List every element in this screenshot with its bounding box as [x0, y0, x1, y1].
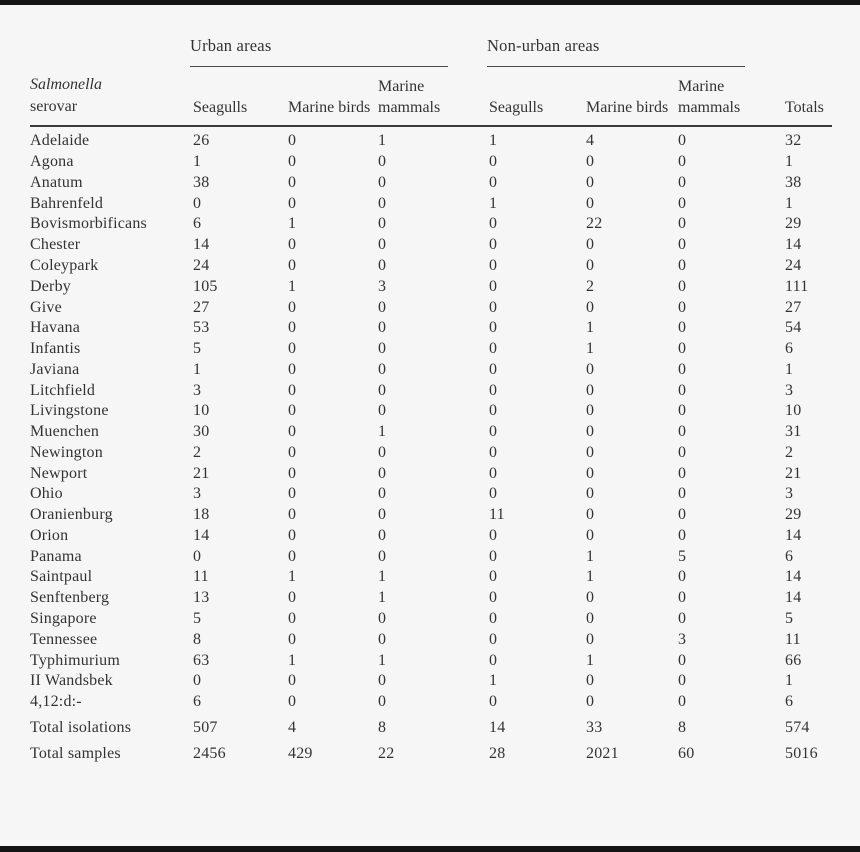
table-row — [0, 401, 860, 422]
count-cell: 5 — [678, 547, 687, 565]
table-row — [0, 505, 860, 526]
count-cell: 0 — [586, 402, 595, 420]
count-cell: 1 — [193, 153, 202, 171]
count-cell: 0 — [288, 547, 297, 565]
count-cell: 5016 — [785, 744, 818, 762]
count-cell: 0 — [586, 672, 595, 690]
serovar-label: Senftenberg — [30, 589, 110, 607]
count-cell: 0 — [378, 485, 387, 503]
count-cell: 30 — [193, 423, 210, 441]
count-cell: 0 — [586, 589, 595, 607]
count-cell: 1 — [378, 132, 387, 150]
count-cell: 0 — [678, 215, 687, 233]
group-rule-nonurban — [487, 66, 745, 67]
count-cell: 0 — [489, 236, 498, 254]
serovar-label: Litchfield — [30, 381, 96, 399]
serovar-label: Bahrenfeld — [30, 194, 104, 212]
count-cell: 0 — [678, 173, 687, 191]
count-cell: 0 — [489, 630, 498, 648]
count-cell: 0 — [378, 464, 387, 482]
count-cell: 0 — [489, 568, 498, 586]
count-cell: 28 — [489, 744, 506, 762]
serovar-label: Infantis — [30, 340, 81, 358]
count-cell: 1 — [785, 672, 794, 690]
count-cell: 3 — [785, 381, 794, 399]
count-cell: 429 — [288, 744, 313, 762]
count-cell: 0 — [489, 381, 498, 399]
count-cell: 0 — [678, 256, 687, 274]
count-cell: 1 — [489, 672, 498, 690]
count-cell: 0 — [489, 340, 498, 358]
count-cell: 0 — [378, 526, 387, 544]
count-cell: 0 — [678, 589, 687, 607]
serovar-label: Saintpaul — [30, 568, 93, 586]
col-header-nonurban-seagulls: Seagulls — [489, 99, 544, 116]
serovar-label: Agona — [30, 153, 74, 171]
count-cell: 0 — [489, 651, 498, 669]
count-cell: 0 — [378, 506, 387, 524]
count-cell: 0 — [678, 485, 687, 503]
count-cell: 5 — [785, 609, 794, 627]
count-cell: 4 — [288, 718, 297, 736]
count-cell: 14 — [193, 236, 210, 254]
count-cell: 14 — [785, 568, 802, 586]
count-cell: 0 — [378, 381, 387, 399]
count-cell: 0 — [288, 340, 297, 358]
count-cell: 38 — [785, 173, 802, 191]
serovar-label: Adelaide — [30, 132, 90, 150]
row-header-serovar — [30, 74, 102, 118]
count-cell: 3 — [378, 277, 387, 295]
header-rule — [30, 125, 832, 127]
count-cell: 0 — [678, 443, 687, 461]
count-cell: 5 — [193, 340, 202, 358]
count-cell: 1 — [288, 568, 297, 586]
group-header-nonurban: Non-urban areas — [487, 36, 600, 55]
count-cell: 0 — [586, 173, 595, 191]
table-row — [0, 692, 860, 713]
count-cell: 6 — [785, 547, 794, 565]
count-cell: 0 — [678, 277, 687, 295]
count-cell: 8 — [378, 718, 387, 736]
count-cell: 1 — [288, 651, 297, 669]
count-cell: 1 — [193, 360, 202, 378]
count-cell: 0 — [193, 194, 202, 212]
count-cell: 0 — [489, 402, 498, 420]
count-cell: 0 — [678, 693, 687, 711]
count-cell: 2021 — [586, 744, 619, 762]
count-cell: 11 — [785, 630, 801, 648]
col-header-urban-marine-mammals: Marine mammals — [378, 78, 441, 116]
col-header-nonurban-marine-birds: Marine birds — [586, 99, 669, 116]
count-cell: 24 — [785, 256, 802, 274]
table-row — [0, 526, 860, 547]
count-cell: 0 — [378, 443, 387, 461]
count-cell: 4 — [586, 132, 595, 150]
count-cell: 0 — [489, 153, 498, 171]
count-cell: 1 — [378, 568, 387, 586]
count-cell: 0 — [489, 443, 498, 461]
count-cell: 10 — [193, 402, 210, 420]
count-cell: 0 — [678, 651, 687, 669]
count-cell: 1 — [785, 153, 794, 171]
table-row — [0, 717, 860, 738]
count-cell: 0 — [489, 589, 498, 607]
count-cell: 0 — [678, 402, 687, 420]
count-cell: 0 — [489, 485, 498, 503]
table-row — [0, 339, 860, 360]
table-row — [0, 422, 860, 443]
serovar-label: Give — [30, 298, 62, 316]
count-cell: 1 — [586, 568, 595, 586]
count-cell: 0 — [288, 693, 297, 711]
serovar-label: Muenchen — [30, 423, 100, 441]
count-cell: 0 — [678, 526, 687, 544]
count-cell: 24 — [193, 256, 210, 274]
count-cell: 0 — [489, 277, 498, 295]
count-cell: 21 — [193, 464, 210, 482]
count-cell: 0 — [586, 630, 595, 648]
count-cell: 0 — [489, 693, 498, 711]
count-cell: 32 — [785, 132, 802, 150]
count-cell: 0 — [378, 298, 387, 316]
group-header-urban: Urban areas — [190, 36, 272, 55]
serovar-label: Coleypark — [30, 256, 99, 274]
count-cell: 0 — [678, 568, 687, 586]
count-cell: 10 — [785, 402, 802, 420]
count-cell: 0 — [288, 256, 297, 274]
count-cell: 0 — [288, 298, 297, 316]
count-cell: 0 — [586, 423, 595, 441]
table-row — [0, 276, 860, 297]
table-row — [0, 567, 860, 588]
count-cell: 0 — [586, 153, 595, 171]
count-cell: 0 — [288, 526, 297, 544]
serovar-label: 4,12:d:- — [30, 693, 82, 711]
count-cell: 1 — [378, 423, 387, 441]
count-cell: 0 — [489, 423, 498, 441]
table-row — [0, 297, 860, 318]
count-cell: 0 — [586, 485, 595, 503]
count-cell: 0 — [586, 298, 595, 316]
count-cell: 0 — [288, 173, 297, 191]
serovar-label: Tennessee — [30, 630, 98, 648]
table-row — [0, 463, 860, 484]
count-cell: 0 — [378, 547, 387, 565]
count-cell: 0 — [489, 609, 498, 627]
count-cell: 574 — [785, 718, 810, 736]
table-row — [0, 546, 860, 567]
summary-label: Total samples — [30, 744, 121, 762]
table-row — [0, 650, 860, 671]
count-cell: 0 — [678, 153, 687, 171]
table-row — [0, 380, 860, 401]
count-cell: 29 — [785, 215, 802, 233]
count-cell: 14 — [489, 718, 506, 736]
serovar-label: Bovismorbificans — [30, 215, 147, 233]
count-cell: 0 — [288, 132, 297, 150]
count-cell: 13 — [193, 589, 210, 607]
table-row — [0, 173, 860, 194]
count-cell: 2 — [193, 443, 202, 461]
count-cell: 11 — [489, 506, 505, 524]
serovar-label: Anatum — [30, 173, 83, 191]
count-cell: 14 — [785, 236, 802, 254]
row-header-line1: Salmonella — [30, 76, 102, 93]
count-cell: 0 — [288, 360, 297, 378]
count-cell: 0 — [678, 381, 687, 399]
count-cell: 1 — [586, 319, 595, 337]
count-cell: 0 — [586, 360, 595, 378]
table-row — [0, 131, 860, 152]
count-cell: 14 — [785, 589, 802, 607]
count-cell: 63 — [193, 651, 210, 669]
count-cell: 0 — [288, 506, 297, 524]
count-cell: 5 — [193, 609, 202, 627]
count-cell: 2 — [785, 443, 794, 461]
count-cell: 0 — [586, 194, 595, 212]
count-cell: 22 — [378, 744, 395, 762]
count-cell: 0 — [378, 609, 387, 627]
serovar-label: Derby — [30, 277, 71, 295]
count-cell: 3 — [193, 485, 202, 503]
count-cell: 0 — [288, 443, 297, 461]
count-cell: 1 — [489, 132, 498, 150]
count-cell: 0 — [378, 173, 387, 191]
count-cell: 0 — [288, 381, 297, 399]
count-cell: 0 — [288, 589, 297, 607]
col-header-nonurban-marine-mammals: Marine mammals — [678, 78, 741, 116]
count-cell: 0 — [378, 256, 387, 274]
count-cell: 3 — [785, 485, 794, 503]
table-row — [0, 629, 860, 650]
count-cell: 0 — [678, 506, 687, 524]
count-cell: 0 — [489, 360, 498, 378]
count-cell: 1 — [288, 277, 297, 295]
count-cell: 2456 — [193, 744, 226, 762]
table-row — [0, 214, 860, 235]
count-cell: 105 — [193, 277, 218, 295]
count-cell: 14 — [785, 526, 802, 544]
count-cell: 3 — [193, 381, 202, 399]
count-cell: 0 — [378, 693, 387, 711]
count-cell: 60 — [678, 744, 695, 762]
count-cell: 0 — [489, 319, 498, 337]
serovar-label: Orion — [30, 526, 69, 544]
count-cell: 0 — [586, 443, 595, 461]
count-cell: 29 — [785, 506, 802, 524]
count-cell: 0 — [378, 194, 387, 212]
count-cell: 31 — [785, 423, 802, 441]
table-row — [0, 256, 860, 277]
count-cell: 6 — [193, 693, 202, 711]
serovar-label: Chester — [30, 236, 81, 254]
count-cell: 0 — [288, 402, 297, 420]
count-cell: 14 — [193, 526, 210, 544]
count-cell: 0 — [288, 485, 297, 503]
serovar-label: Javiana — [30, 360, 80, 378]
count-cell: 0 — [378, 236, 387, 254]
count-cell: 0 — [378, 630, 387, 648]
count-cell: 0 — [678, 319, 687, 337]
count-cell: 0 — [586, 256, 595, 274]
serovar-label: Panama — [30, 547, 82, 565]
count-cell: 0 — [378, 340, 387, 358]
count-cell: 507 — [193, 718, 218, 736]
bottom-edge-bar — [0, 846, 860, 852]
count-cell: 66 — [785, 651, 802, 669]
count-cell: 6 — [785, 693, 794, 711]
count-cell: 27 — [785, 298, 802, 316]
count-cell: 53 — [193, 319, 210, 337]
count-cell: 0 — [678, 132, 687, 150]
count-cell: 0 — [288, 423, 297, 441]
count-cell: 0 — [586, 693, 595, 711]
serovar-label: Oranienburg — [30, 506, 113, 524]
table-row — [0, 484, 860, 505]
col-header-totals: Totals — [785, 99, 824, 116]
serovar-label: Livingstone — [30, 402, 109, 420]
table-row — [0, 442, 860, 463]
table-row — [0, 743, 860, 764]
count-cell: 0 — [288, 194, 297, 212]
count-cell: 0 — [586, 381, 595, 399]
count-cell: 1 — [785, 360, 794, 378]
count-cell: 0 — [288, 236, 297, 254]
table-row — [0, 588, 860, 609]
count-cell: 1 — [489, 194, 498, 212]
table-row — [0, 671, 860, 692]
count-cell: 2 — [586, 277, 595, 295]
count-cell: 3 — [678, 630, 687, 648]
count-cell: 0 — [288, 630, 297, 648]
count-cell: 0 — [489, 256, 498, 274]
count-cell: 0 — [678, 464, 687, 482]
count-cell: 0 — [586, 526, 595, 544]
row-header-line2: serovar — [30, 98, 78, 115]
count-cell: 1 — [586, 547, 595, 565]
count-cell: 0 — [586, 506, 595, 524]
table-row — [0, 318, 860, 339]
count-cell: 0 — [378, 402, 387, 420]
count-cell: 0 — [489, 464, 498, 482]
count-cell: 8 — [678, 718, 687, 736]
count-cell: 0 — [193, 672, 202, 690]
count-cell: 0 — [378, 319, 387, 337]
count-cell: 0 — [489, 526, 498, 544]
count-cell: 0 — [586, 236, 595, 254]
col-header-urban-seagulls: Seagulls — [193, 99, 248, 116]
count-cell: 0 — [586, 609, 595, 627]
count-cell: 54 — [785, 319, 802, 337]
count-cell: 1 — [378, 589, 387, 607]
count-cell: 0 — [489, 547, 498, 565]
count-cell: 0 — [288, 609, 297, 627]
col-header-urban-marine-birds: Marine birds — [288, 99, 371, 116]
count-cell: 111 — [785, 277, 809, 295]
count-cell: 1 — [586, 340, 595, 358]
serovar-label: Typhimurium — [30, 651, 120, 669]
table-row — [0, 193, 860, 214]
table-body — [0, 131, 860, 764]
summary-label: Total isolations — [30, 718, 132, 736]
count-cell: 26 — [193, 132, 210, 150]
count-cell: 1 — [785, 194, 794, 212]
count-cell: 0 — [489, 173, 498, 191]
count-cell: 1 — [586, 651, 595, 669]
count-cell: 0 — [193, 547, 202, 565]
count-cell: 0 — [678, 194, 687, 212]
count-cell: 0 — [378, 672, 387, 690]
count-cell: 0 — [678, 423, 687, 441]
serovar-label: Ohio — [30, 485, 63, 503]
count-cell: 38 — [193, 173, 210, 191]
serovar-label: Newington — [30, 443, 103, 461]
count-cell: 0 — [678, 298, 687, 316]
count-cell: 11 — [193, 568, 209, 586]
count-cell: 0 — [378, 360, 387, 378]
count-cell: 1 — [288, 215, 297, 233]
count-cell: 0 — [288, 153, 297, 171]
count-cell: 33 — [586, 718, 603, 736]
group-rule-urban — [190, 66, 448, 67]
serovar-label: Havana — [30, 319, 81, 337]
table-header — [0, 0, 860, 127]
count-cell: 0 — [678, 340, 687, 358]
serovar-label: Singapore — [30, 609, 97, 627]
count-cell: 18 — [193, 506, 210, 524]
count-cell: 0 — [678, 236, 687, 254]
count-cell: 0 — [378, 153, 387, 171]
count-cell: 0 — [678, 360, 687, 378]
table-row — [0, 609, 860, 630]
table-row — [0, 152, 860, 173]
count-cell: 0 — [288, 319, 297, 337]
count-cell: 6 — [785, 340, 794, 358]
count-cell: 1 — [378, 651, 387, 669]
count-cell: 0 — [489, 215, 498, 233]
count-cell: 6 — [193, 215, 202, 233]
count-cell: 8 — [193, 630, 202, 648]
count-cell: 0 — [586, 464, 595, 482]
serovar-label: II Wandsbek — [30, 672, 113, 690]
table-row — [0, 359, 860, 380]
count-cell: 0 — [489, 298, 498, 316]
count-cell: 0 — [678, 672, 687, 690]
count-cell: 0 — [288, 464, 297, 482]
count-cell: 27 — [193, 298, 210, 316]
count-cell: 0 — [678, 609, 687, 627]
count-cell: 0 — [288, 672, 297, 690]
count-cell: 22 — [586, 215, 603, 233]
serovar-label: Newport — [30, 464, 88, 482]
count-cell: 21 — [785, 464, 802, 482]
count-cell: 0 — [378, 215, 387, 233]
table-row — [0, 235, 860, 256]
